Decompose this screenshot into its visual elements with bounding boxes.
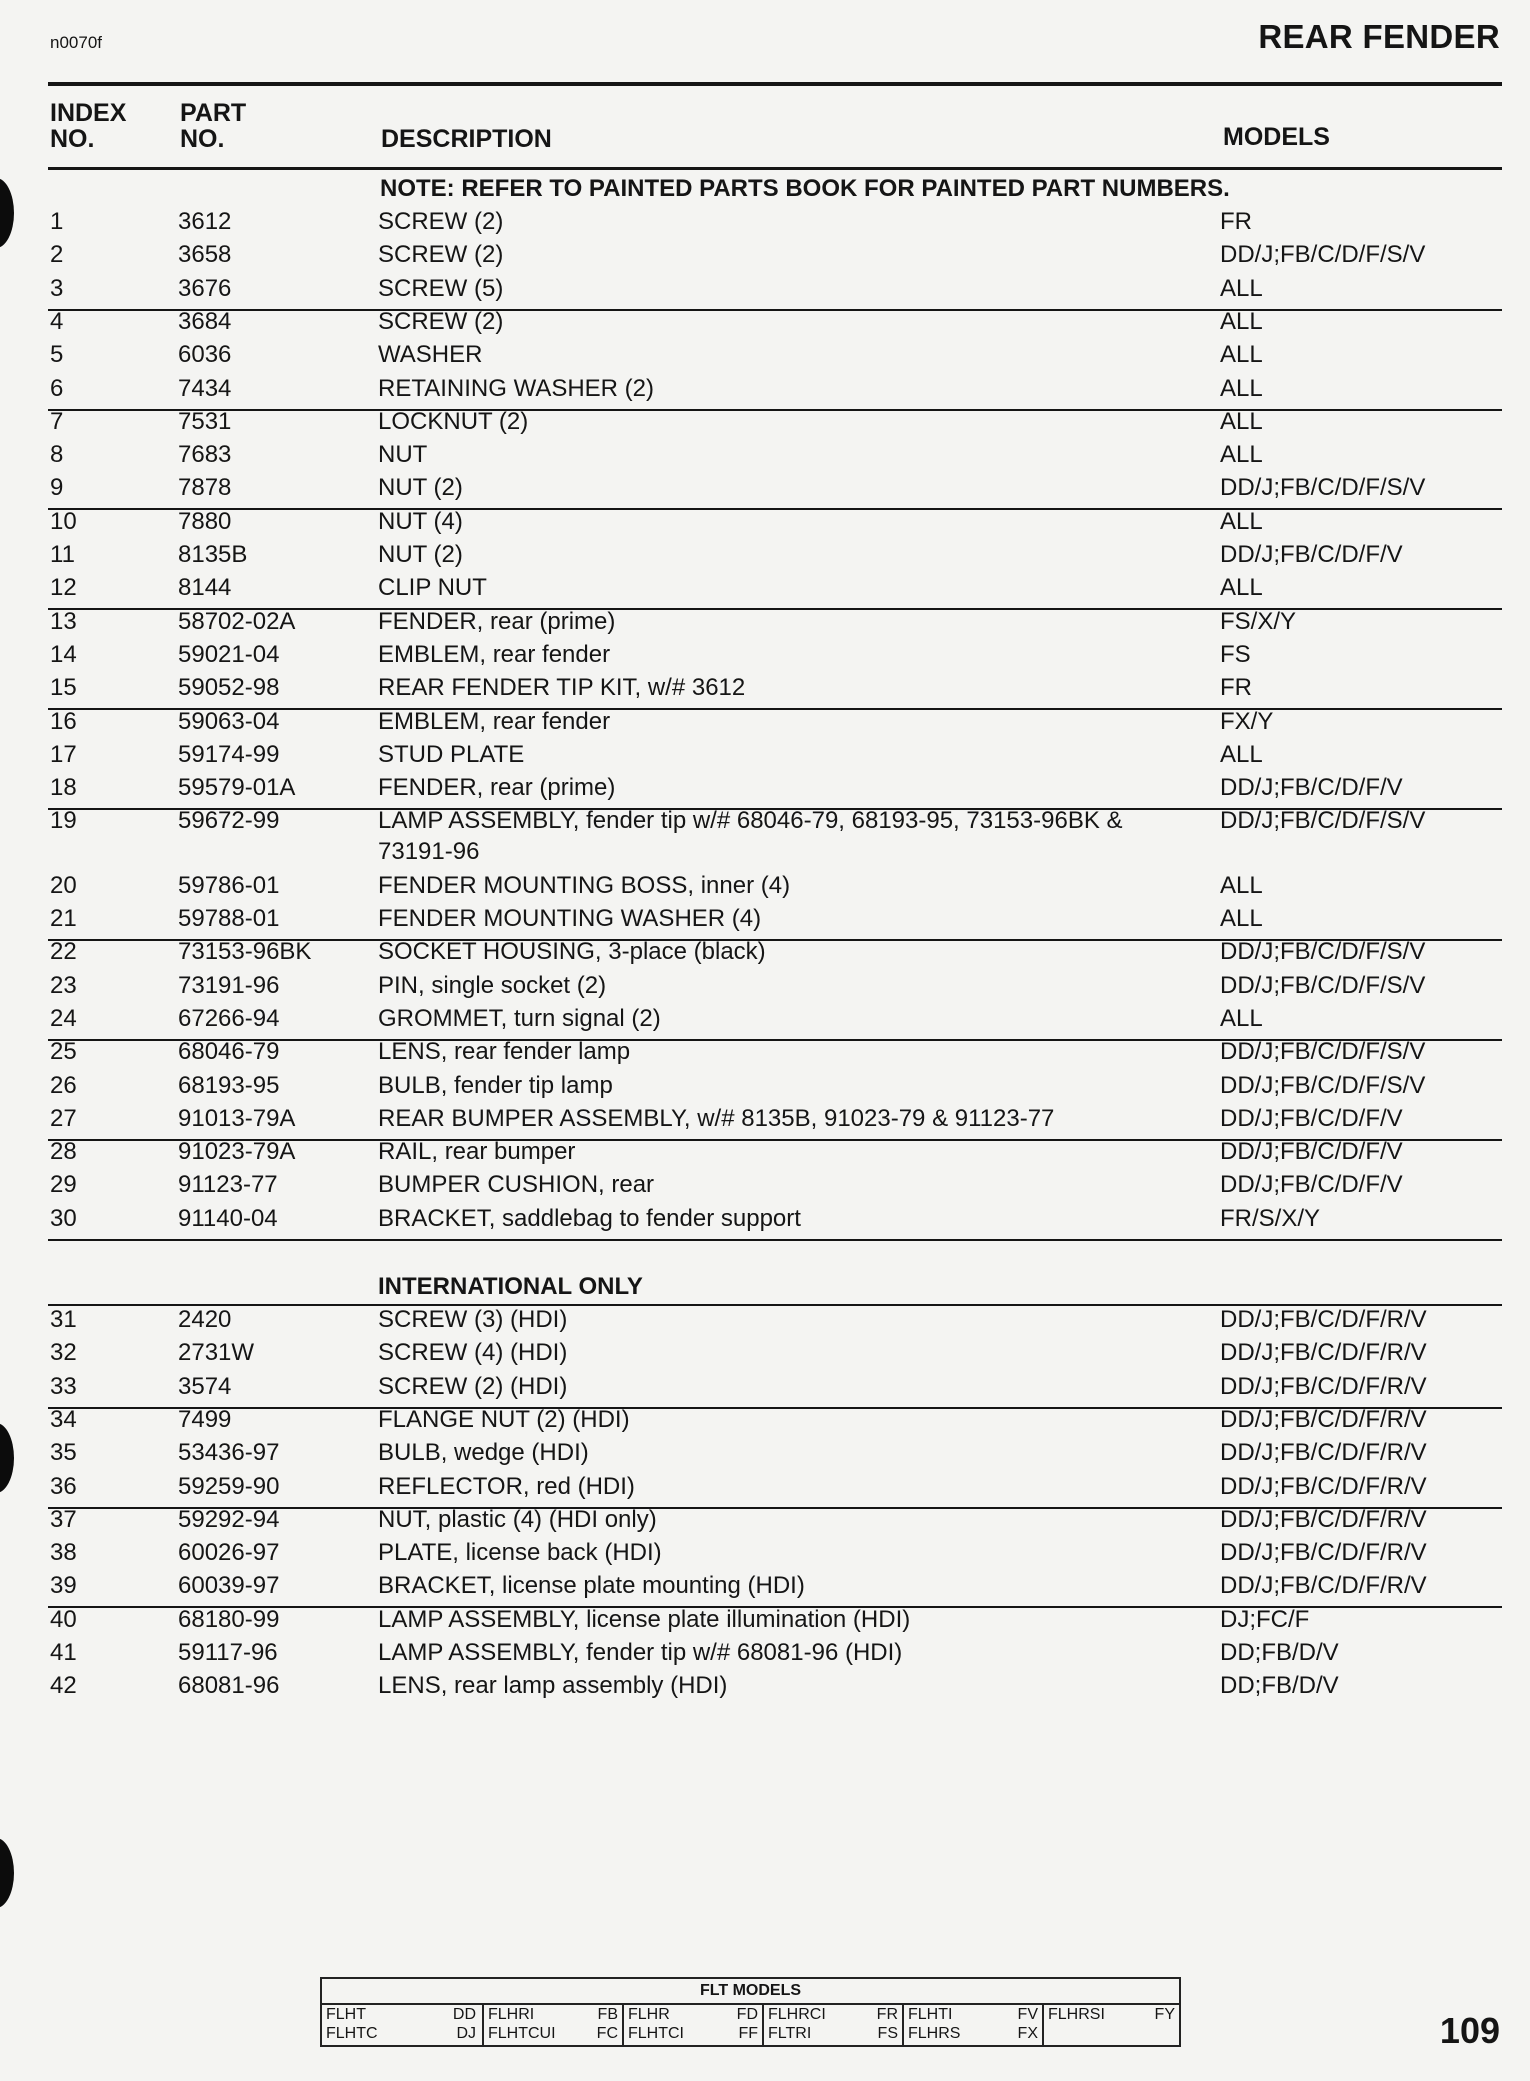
parts-row [0, 608, 1530, 641]
description-cell: FENDER, rear (prime) [378, 774, 616, 801]
index-cell: 20 [50, 872, 77, 899]
parts-row [0, 807, 1530, 865]
legend-model-name: FLTRI [768, 2025, 812, 2042]
legend-model-name: FLHT [326, 2006, 366, 2023]
models-cell: DD/J;FB/C/D/F/R/V [1220, 1572, 1427, 1599]
models-cell: ALL [1220, 872, 1263, 899]
part-number-cell: 59672-99 [178, 807, 280, 834]
index-cell: 22 [50, 938, 77, 965]
legend-column [762, 2005, 904, 2045]
models-cell: FR/S/X/Y [1220, 1205, 1321, 1232]
column-header-description: DESCRIPTION [381, 125, 552, 153]
models-cell: FX/Y [1220, 708, 1274, 735]
models-cell: DD/J;FB/C/D/F/S/V [1220, 807, 1426, 834]
parts-row [0, 872, 1530, 905]
page-title: REAR FENDER [1258, 18, 1500, 55]
index-cell: 42 [50, 1672, 77, 1699]
part-number-cell: 73153-96BK [178, 938, 312, 965]
models-cell: DD/J;FB/C/D/F/R/V [1220, 1539, 1427, 1566]
legend-model-code: FY [1154, 2006, 1175, 2023]
parts-row [0, 1005, 1530, 1038]
part-number-cell: 7531 [178, 408, 232, 435]
description-cell: NUT, plastic (4) (HDI only) [378, 1506, 657, 1533]
column-header-rule [48, 167, 1502, 170]
description-cell: GROMMET, turn signal (2) [378, 1005, 661, 1032]
legend-model-code: FV [1017, 2006, 1038, 2023]
description-cell: LAMP ASSEMBLY, license plate illumination (HDI) [378, 1606, 911, 1633]
parts-row [0, 1572, 1530, 1605]
legend-model-name: FLHTCI [628, 2025, 684, 2042]
index-cell: 26 [50, 1072, 77, 1099]
index-cell: 18 [50, 774, 77, 801]
index-cell: 40 [50, 1606, 77, 1633]
description-cell: FENDER, rear (prime) [378, 608, 616, 635]
index-cell: 12 [50, 574, 77, 601]
part-number-cell: 67266-94 [178, 1005, 280, 1032]
models-cell: DD/J;FB/C/D/F/S/V [1220, 474, 1426, 501]
parts-row [0, 508, 1530, 541]
description-cell: BULB, fender tip lamp [378, 1072, 613, 1099]
models-cell: DD/J;FB/C/D/F/V [1220, 541, 1403, 568]
models-cell: DD/J;FB/C/D/F/S/V [1220, 1038, 1426, 1065]
legend-column [902, 2005, 1044, 2045]
binder-hole-bottom [0, 1838, 14, 1908]
index-cell: 37 [50, 1506, 77, 1533]
index-cell: 41 [50, 1639, 77, 1666]
part-number-cell: 59174-99 [178, 741, 280, 768]
index-cell: 7 [50, 408, 64, 435]
column-header-models: MODELS [1223, 123, 1330, 151]
description-cell: BRACKET, license plate mounting (HDI) [378, 1572, 805, 1599]
models-cell: DD/J;FB/C/D/F/S/V [1220, 972, 1426, 999]
index-cell: 2 [50, 241, 64, 268]
models-cell: ALL [1220, 1005, 1263, 1032]
section-heading-international: INTERNATIONAL ONLY [378, 1273, 643, 1300]
index-cell: 19 [50, 807, 77, 834]
models-cell: DD/J;FB/C/D/F/R/V [1220, 1473, 1427, 1500]
index-cell: 23 [50, 972, 77, 999]
models-cell: DD/J;FB/C/D/F/R/V [1220, 1406, 1427, 1433]
models-cell: ALL [1220, 508, 1263, 535]
models-cell: ALL [1220, 308, 1263, 335]
part-number-cell: 68180-99 [178, 1606, 280, 1633]
part-number-cell: 3676 [178, 275, 232, 302]
parts-row [0, 474, 1530, 507]
description-cell: FENDER MOUNTING BOSS, inner (4) [378, 872, 791, 899]
legend-model-code: FF [738, 2025, 758, 2042]
description-cell: STUD PLATE [378, 741, 525, 768]
index-cell: 6 [50, 375, 64, 402]
legend-model-code: FD [736, 2006, 758, 2023]
index-cell: 9 [50, 474, 64, 501]
description-cell: BRACKET, saddlebag to fender support [378, 1205, 801, 1232]
part-number-cell: 60039-97 [178, 1572, 280, 1599]
parts-row [0, 1473, 1530, 1506]
parts-row [0, 275, 1530, 308]
legend-column [322, 2005, 482, 2045]
parts-row [0, 708, 1530, 741]
parts-row [0, 441, 1530, 474]
index-cell: 33 [50, 1373, 77, 1400]
parts-row [0, 674, 1530, 707]
legend-model-code: FX [1017, 2025, 1038, 2042]
index-cell: 28 [50, 1138, 77, 1165]
models-cell: ALL [1220, 341, 1263, 368]
models-cell: ALL [1220, 574, 1263, 601]
parts-row [0, 774, 1530, 807]
description-cell: NUT (2) [378, 541, 463, 568]
models-cell: DD;FB/D/V [1220, 1639, 1339, 1666]
models-cell: DD/J;FB/C/D/F/V [1220, 1171, 1403, 1198]
row-group-separator [48, 1304, 1502, 1306]
legend-model-code: FC [596, 2025, 618, 2042]
description-cell: REAR FENDER TIP KIT, w/# 3612 [378, 674, 746, 701]
description-cell-continued: 73191-96 [378, 838, 480, 865]
index-cell: 14 [50, 641, 77, 668]
parts-row [0, 208, 1530, 241]
description-cell: WASHER [378, 341, 483, 368]
index-cell: 32 [50, 1339, 77, 1366]
index-cell: 30 [50, 1205, 77, 1232]
models-cell: DD/J;FB/C/D/F/S/V [1220, 1072, 1426, 1099]
parts-row [0, 1672, 1530, 1705]
part-number-cell: 59579-01A [178, 774, 296, 801]
models-cell: DD/J;FB/C/D/F/V [1220, 1105, 1403, 1132]
description-cell: NUT (2) [378, 474, 463, 501]
models-cell: DD/J;FB/C/D/F/S/V [1220, 938, 1426, 965]
legend-column [1042, 2005, 1181, 2045]
parts-row [0, 308, 1530, 341]
legend-column [622, 2005, 764, 2045]
models-cell: FS [1220, 641, 1251, 668]
index-cell: 25 [50, 1038, 77, 1065]
parts-row [0, 1171, 1530, 1204]
description-cell: FLANGE NUT (2) (HDI) [378, 1406, 630, 1433]
index-cell: 16 [50, 708, 77, 735]
part-number-cell: 73191-96 [178, 972, 280, 999]
index-cell: 31 [50, 1306, 77, 1333]
models-cell: ALL [1220, 441, 1263, 468]
parts-row [0, 1606, 1530, 1639]
part-number-cell: 7683 [178, 441, 232, 468]
models-cell: DD;FB/D/V [1220, 1672, 1339, 1699]
part-number-cell: 68046-79 [178, 1038, 280, 1065]
part-number-cell: 3612 [178, 208, 232, 235]
part-number-cell: 59117-96 [178, 1639, 278, 1666]
part-number-cell: 2731W [178, 1339, 255, 1366]
description-cell: SCREW (2) [378, 308, 504, 335]
part-number-cell: 2420 [178, 1306, 232, 1333]
legend-model-name: FLHTCUI [488, 2025, 556, 2042]
models-cell: DD/J;FB/C/D/F/V [1220, 1138, 1403, 1165]
parts-row [0, 1506, 1530, 1539]
models-cell: DD/J;FB/C/D/F/S/V [1220, 241, 1426, 268]
models-cell: FR [1220, 208, 1252, 235]
part-number-cell: 3658 [178, 241, 232, 268]
legend-model-name: FLHR [628, 2006, 670, 2023]
index-cell: 1 [50, 208, 64, 235]
index-cell: 15 [50, 674, 77, 701]
part-number-cell: 6036 [178, 341, 232, 368]
parts-row [0, 1205, 1530, 1238]
parts-row [0, 1639, 1530, 1672]
description-cell: SCREW (5) [378, 275, 504, 302]
part-number-cell: 91023-79A [178, 1138, 296, 1165]
description-cell: CLIP NUT [378, 574, 487, 601]
parts-row [0, 1373, 1530, 1406]
description-cell: REFLECTOR, red (HDI) [378, 1473, 635, 1500]
index-cell: 34 [50, 1406, 77, 1433]
parts-row [0, 1105, 1530, 1138]
part-number-cell: 3574 [178, 1373, 232, 1400]
column-header-index-line1: INDEX [50, 99, 127, 127]
painted-parts-note: NOTE: REFER TO PAINTED PARTS BOOK FOR PAINTED PART NUMBERS. [380, 175, 1230, 202]
legend-column [482, 2005, 624, 2045]
description-cell: EMBLEM, rear fender [378, 641, 611, 668]
description-cell: EMBLEM, rear fender [378, 708, 611, 735]
models-cell: DJ;FC/F [1220, 1606, 1310, 1633]
models-cell: DD/J;FB/C/D/F/V [1220, 774, 1403, 801]
description-cell: NUT (4) [378, 508, 463, 535]
description-cell: REAR BUMPER ASSEMBLY, w/# 8135B, 91023-79 & 91123-77 [378, 1105, 1055, 1132]
part-number-cell: 59788-01 [178, 905, 280, 932]
row-group-separator [48, 1239, 1502, 1241]
index-cell: 39 [50, 1572, 77, 1599]
part-number-cell: 91013-79A [178, 1105, 296, 1132]
part-number-cell: 59292-94 [178, 1506, 280, 1533]
parts-row [0, 1439, 1530, 1472]
parts-row [0, 1339, 1530, 1372]
description-cell: RAIL, rear bumper [378, 1138, 576, 1165]
parts-row [0, 1038, 1530, 1071]
part-number-cell: 91123-77 [178, 1171, 278, 1198]
description-cell: LOCKNUT (2) [378, 408, 529, 435]
models-cell: FR [1220, 674, 1252, 701]
index-cell: 35 [50, 1439, 77, 1466]
index-cell: 5 [50, 341, 64, 368]
models-cell: ALL [1220, 408, 1263, 435]
part-number-cell: 60026-97 [178, 1539, 280, 1566]
legend-model-code: FS [877, 2025, 898, 2042]
part-number-cell: 58702-02A [178, 608, 296, 635]
part-number-cell: 7878 [178, 474, 232, 501]
models-cell: DD/J;FB/C/D/F/R/V [1220, 1439, 1427, 1466]
part-number-cell: 91140-04 [178, 1205, 278, 1232]
index-cell: 10 [50, 508, 77, 535]
index-cell: 36 [50, 1473, 77, 1500]
parts-row [0, 1072, 1530, 1105]
description-cell: BULB, wedge (HDI) [378, 1439, 589, 1466]
part-number-cell: 68081-96 [178, 1672, 280, 1699]
index-cell: 11 [50, 541, 75, 568]
models-cell: ALL [1220, 905, 1263, 932]
legend-title: FLT MODELS [699, 1982, 802, 1999]
parts-row [0, 241, 1530, 274]
part-number-cell: 59052-98 [178, 674, 280, 701]
page-number: 109 [1439, 2010, 1500, 2051]
parts-row [0, 938, 1530, 971]
part-number-cell: 8144 [178, 574, 232, 601]
legend-model-name: FLHTI [908, 2006, 953, 2023]
description-cell: LENS, rear lamp assembly (HDI) [378, 1672, 728, 1699]
column-header-part [180, 100, 246, 152]
description-cell: PLATE, license back (HDI) [378, 1539, 662, 1566]
legend-model-code: DJ [456, 2025, 476, 2042]
models-cell: DD/J;FB/C/D/F/R/V [1220, 1506, 1427, 1533]
description-cell: LAMP ASSEMBLY, fender tip w/# 68046-79, 68193-95, 73153-96BK & [378, 807, 1123, 834]
parts-row [0, 408, 1530, 441]
column-header-index [50, 100, 126, 152]
part-number-cell: 3684 [178, 308, 232, 335]
description-cell: LENS, rear fender lamp [378, 1038, 631, 1065]
description-cell: NUT [378, 441, 428, 468]
parts-row [0, 541, 1530, 574]
models-cell: DD/J;FB/C/D/F/R/V [1220, 1339, 1427, 1366]
index-cell: 13 [50, 608, 77, 635]
column-header-part-line1: PART [180, 99, 247, 127]
description-cell: SCREW (3) (HDI) [378, 1306, 568, 1333]
header-rule [48, 82, 1502, 86]
index-cell: 24 [50, 1005, 77, 1032]
description-cell: SOCKET HOUSING, 3-place (black) [378, 938, 766, 965]
description-cell: FENDER MOUNTING WASHER (4) [378, 905, 762, 932]
parts-row [0, 1539, 1530, 1572]
models-cell: DD/J;FB/C/D/F/R/V [1220, 1373, 1427, 1400]
part-number-cell: 59259-90 [178, 1473, 280, 1500]
column-header-part-line2: NO. [180, 125, 225, 153]
description-cell: SCREW (2) [378, 241, 504, 268]
description-cell: LAMP ASSEMBLY, fender tip w/# 68081-96 (HDI) [378, 1639, 903, 1666]
models-cell: ALL [1220, 375, 1263, 402]
index-cell: 29 [50, 1171, 77, 1198]
index-cell: 27 [50, 1105, 77, 1132]
models-cell: FS/X/Y [1220, 608, 1297, 635]
part-number-cell: 53436-97 [178, 1439, 280, 1466]
parts-row [0, 574, 1530, 607]
part-number-cell: 8135B [178, 541, 248, 568]
legend-model-name: FLHRS [908, 2025, 961, 2042]
index-cell: 17 [50, 741, 77, 768]
index-cell: 4 [50, 308, 64, 335]
index-cell: 21 [50, 905, 77, 932]
part-number-cell: 68193-95 [178, 1072, 280, 1099]
models-cell: ALL [1220, 741, 1263, 768]
index-cell: 8 [50, 441, 64, 468]
part-number-cell: 59021-04 [178, 641, 280, 668]
parts-row [0, 1406, 1530, 1439]
description-cell: SCREW (4) (HDI) [378, 1339, 568, 1366]
legend-model-name: FLHRSI [1048, 2006, 1105, 2023]
part-number-cell: 59063-04 [178, 708, 280, 735]
parts-row [0, 641, 1530, 674]
index-cell: 38 [50, 1539, 77, 1566]
column-header-index-line2: NO. [50, 125, 95, 153]
description-cell: PIN, single socket (2) [378, 972, 607, 999]
description-cell: BUMPER CUSHION, rear [378, 1171, 655, 1198]
part-number-cell: 7434 [178, 375, 232, 402]
parts-row [0, 375, 1530, 408]
models-cell: ALL [1220, 275, 1263, 302]
legend-model-code: DD [452, 2006, 476, 2023]
part-number-cell: 59786-01 [178, 872, 280, 899]
legend-model-code: FB [597, 2006, 618, 2023]
legend-model-code: FR [876, 2006, 898, 2023]
description-cell: SCREW (2) [378, 208, 504, 235]
parts-row [0, 1138, 1530, 1171]
legend-model-name: FLHRI [488, 2006, 535, 2023]
part-number-cell: 7880 [178, 508, 232, 535]
parts-row [0, 905, 1530, 938]
parts-row [0, 341, 1530, 374]
legend-model-name: FLHTC [326, 2025, 378, 2042]
models-cell: DD/J;FB/C/D/F/R/V [1220, 1306, 1427, 1333]
parts-row [0, 1306, 1530, 1339]
page-code: n0070f [50, 33, 102, 52]
part-number-cell: 7499 [178, 1406, 232, 1433]
legend-model-name: FLHRCI [768, 2006, 826, 2023]
index-cell: 3 [50, 275, 64, 302]
flt-models-legend [320, 1977, 1181, 2047]
description-cell: SCREW (2) (HDI) [378, 1373, 568, 1400]
parts-row [0, 741, 1530, 774]
description-cell: RETAINING WASHER (2) [378, 375, 655, 402]
parts-row [0, 972, 1530, 1005]
